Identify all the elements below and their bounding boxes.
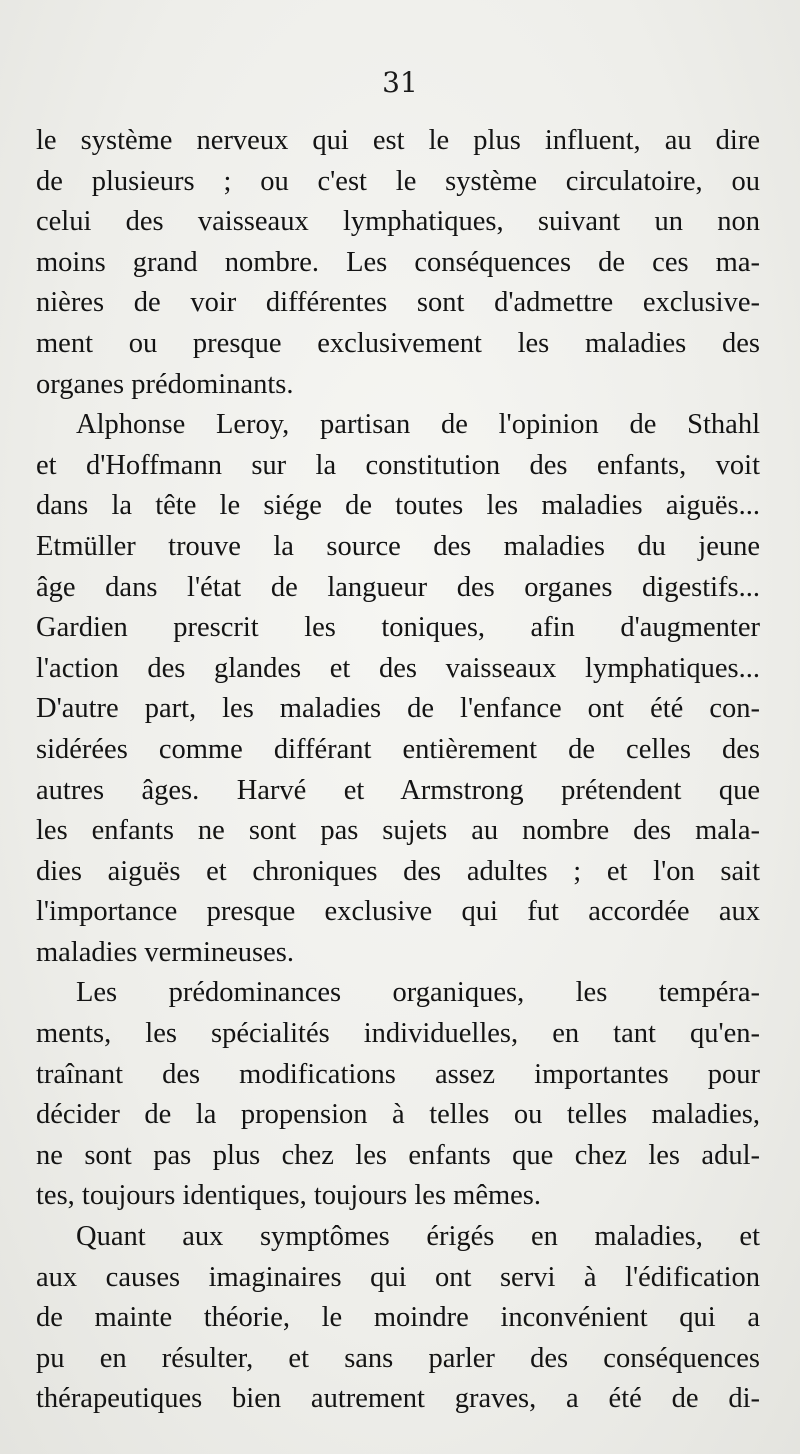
text-line: l'action des glandes et des vaisseaux lymphatiques...: [36, 652, 760, 684]
body-text: [36, 121, 760, 1420]
text-line: dans la tête le siége de toutes les maladies aiguës...: [36, 490, 760, 522]
text-line: tes, toujours identiques, toujours les mêmes.: [36, 1180, 542, 1212]
text-line: thérapeutiques bien autrement graves, a été de di-: [36, 1383, 760, 1415]
text-line: ne sont pas plus chez les enfants que chez les adul-: [36, 1139, 760, 1171]
page-number: 31: [382, 66, 418, 99]
text-line: organes prédominants.: [36, 368, 294, 400]
text-line: ments, les spécialités individuelles, en tant qu'en-: [36, 1018, 760, 1050]
text-line: sidérées comme différant entièrement de celles des: [36, 733, 760, 765]
text-line: Etmüller trouve la source des maladies du jeune: [36, 530, 760, 562]
text-line: autres âges. Harvé et Armstrong prétendent que: [36, 774, 760, 806]
text-line: Gardien prescrit les toniques, afin d'augmenter: [36, 612, 760, 644]
text-line: aux causes imaginaires qui ont servi à l'édification: [36, 1261, 760, 1293]
text-line: dies aiguës et chroniques des adultes ; et l'on sait: [36, 855, 760, 887]
text-line: âge dans l'état de langueur des organes digestifs...: [36, 571, 760, 603]
text-line: celui des vaisseaux lymphatiques, suivant un non: [36, 206, 760, 238]
text-line: moins grand nombre. Les conséquences de ces ma-: [36, 246, 760, 278]
text-line: maladies vermineuses.: [36, 936, 295, 968]
text-line: Les prédominances organiques, les tempéra-: [76, 977, 760, 1009]
text-line: de mainte théorie, le moindre inconvénient qui a: [36, 1302, 760, 1334]
text-line: pu en résulter, et sans parler des conséquences: [36, 1342, 760, 1374]
text-line: nières de voir différentes sont d'admettre exclusive-: [36, 287, 760, 319]
text-line: de plusieurs ; ou c'est le système circulatoire, ou: [36, 165, 760, 197]
text-line: les enfants ne sont pas sujets au nombre des mala-: [36, 815, 760, 847]
text-line: Quant aux symptômes érigés en maladies, et: [76, 1221, 760, 1253]
text-line: D'autre part, les maladies de l'enfance ont été con-: [36, 693, 760, 725]
text-line: traînant des modifications assez importantes pour: [36, 1058, 760, 1090]
text-line: l'importance presque exclusive qui fut accordée aux: [36, 896, 760, 928]
text-line: Alphonse Leroy, partisan de l'opinion de Sthahl: [76, 409, 760, 441]
text-line: ment ou presque exclusivement les maladies des: [36, 327, 760, 359]
text-line: et d'Hoffmann sur la constitution des enfants, voit: [36, 449, 760, 481]
text-line: décider de la propension à telles ou telles maladies,: [36, 1099, 760, 1131]
text-line: le système nerveux qui est le plus influent, au dire: [36, 125, 760, 156]
